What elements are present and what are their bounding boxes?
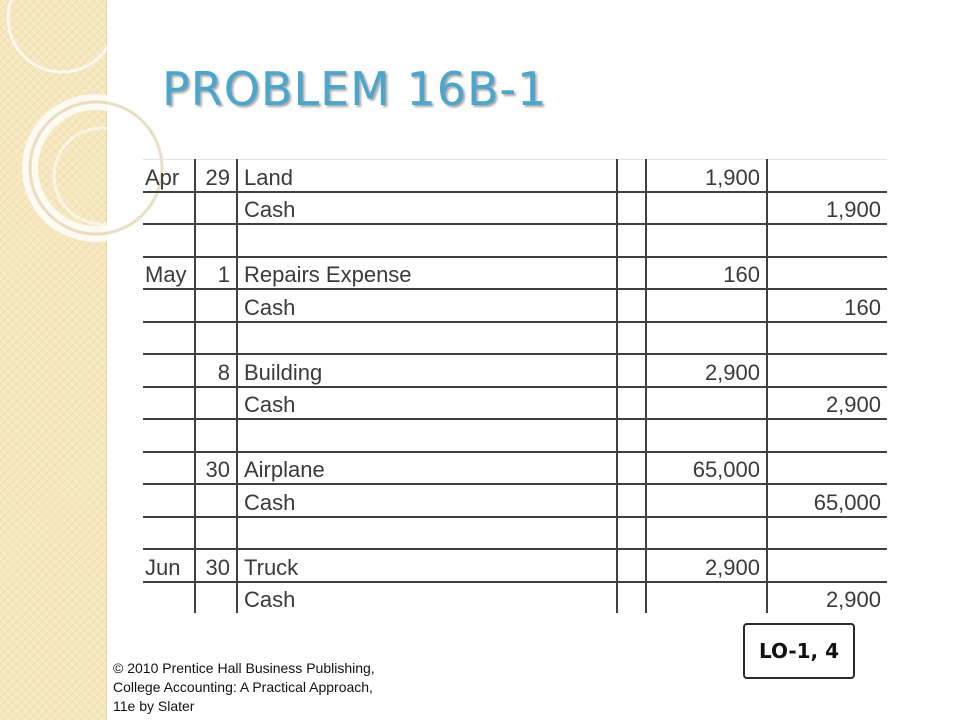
journal-row — [143, 322, 887, 355]
post-ref — [617, 192, 646, 225]
entry-day: 29 — [195, 160, 237, 192]
credit-amount: 65,000 — [767, 484, 887, 517]
credit-amount — [767, 517, 887, 550]
account-title: Cash — [237, 582, 617, 614]
entry-day: 8 — [195, 354, 237, 387]
post-ref — [617, 582, 646, 614]
post-ref — [617, 289, 646, 322]
journal-row — [143, 224, 887, 257]
post-ref — [617, 517, 646, 550]
entry-month: Jun — [143, 549, 195, 582]
journal-row — [143, 354, 887, 387]
debit-amount — [646, 322, 767, 355]
account-title: Cash — [237, 484, 617, 517]
journal-row — [143, 289, 887, 322]
account-title: Cash — [237, 289, 617, 322]
debit-amount — [646, 582, 767, 614]
entry-day: 30 — [195, 452, 237, 485]
learning-objective-badge — [743, 623, 855, 679]
post-ref — [617, 549, 646, 582]
entry-month: May — [143, 257, 195, 290]
debit-amount — [646, 419, 767, 452]
post-ref — [617, 160, 646, 192]
post-ref — [617, 419, 646, 452]
debit-amount: 1,900 — [646, 160, 767, 192]
journal-row — [143, 160, 887, 192]
account-title: Cash — [237, 192, 617, 225]
entry-month — [143, 387, 195, 420]
post-ref — [617, 452, 646, 485]
entry-day — [195, 387, 237, 420]
account-title — [237, 322, 617, 355]
entry-month — [143, 452, 195, 485]
entry-month — [143, 582, 195, 614]
entry-month — [143, 484, 195, 517]
entry-month — [143, 224, 195, 257]
entry-month — [143, 517, 195, 550]
journal-row — [143, 192, 887, 225]
account-title — [237, 419, 617, 452]
post-ref — [617, 387, 646, 420]
entry-month — [143, 419, 195, 452]
credit-amount: 160 — [767, 289, 887, 322]
credit-amount — [767, 354, 887, 387]
credit-amount — [767, 452, 887, 485]
account-title: Building — [237, 354, 617, 387]
account-title — [237, 517, 617, 550]
account-title: Airplane — [237, 452, 617, 485]
entry-month — [143, 289, 195, 322]
journal-row — [143, 484, 887, 517]
credit-amount — [767, 257, 887, 290]
debit-amount — [646, 517, 767, 550]
credit-amount — [767, 322, 887, 355]
account-title — [237, 224, 617, 257]
entry-day — [195, 192, 237, 225]
general-journal-table — [143, 159, 887, 613]
journal-row — [143, 549, 887, 582]
entry-day — [195, 582, 237, 614]
journal-row — [143, 452, 887, 485]
entry-day — [195, 484, 237, 517]
journal-body — [143, 160, 887, 614]
account-title: Cash — [237, 387, 617, 420]
entry-month — [143, 354, 195, 387]
credit-amount: 1,900 — [767, 192, 887, 225]
debit-amount — [646, 224, 767, 257]
post-ref — [617, 257, 646, 290]
account-title: Repairs Expense — [237, 257, 617, 290]
debit-amount — [646, 484, 767, 517]
journal-row — [143, 517, 887, 550]
journal-row — [143, 582, 887, 614]
journal-row — [143, 419, 887, 452]
copyright-notice: © 2010 Prentice Hall Business Publishing, College Accounting: A Practical Approach, 11e by Slater — [113, 660, 375, 714]
entry-day — [195, 224, 237, 257]
debit-amount — [646, 387, 767, 420]
entry-day — [195, 322, 237, 355]
credit-amount: 2,900 — [767, 387, 887, 420]
entry-day — [195, 517, 237, 550]
account-title: Land — [237, 160, 617, 192]
credit-amount — [767, 549, 887, 582]
entry-day — [195, 289, 237, 322]
slide-title: PROBLEM 16B-1 — [162, 62, 548, 116]
debit-amount: 160 — [646, 257, 767, 290]
debit-amount: 2,900 — [646, 549, 767, 582]
learning-objective-label: LO-1, 4 — [758, 639, 840, 663]
decorative-side-band — [0, 0, 107, 720]
entry-day: 1 — [195, 257, 237, 290]
journal-row — [143, 257, 887, 290]
credit-amount: 2,900 — [767, 582, 887, 614]
credit-amount — [767, 419, 887, 452]
post-ref — [617, 354, 646, 387]
entry-month — [143, 192, 195, 225]
debit-amount: 65,000 — [646, 452, 767, 485]
journal-row — [143, 387, 887, 420]
entry-month: Apr — [143, 160, 195, 192]
debit-amount — [646, 192, 767, 225]
entry-day — [195, 419, 237, 452]
credit-amount — [767, 224, 887, 257]
account-title: Truck — [237, 549, 617, 582]
entry-month — [143, 322, 195, 355]
debit-amount: 2,900 — [646, 354, 767, 387]
entry-day: 30 — [195, 549, 237, 582]
post-ref — [617, 224, 646, 257]
post-ref — [617, 322, 646, 355]
post-ref — [617, 484, 646, 517]
credit-amount — [767, 160, 887, 192]
debit-amount — [646, 289, 767, 322]
